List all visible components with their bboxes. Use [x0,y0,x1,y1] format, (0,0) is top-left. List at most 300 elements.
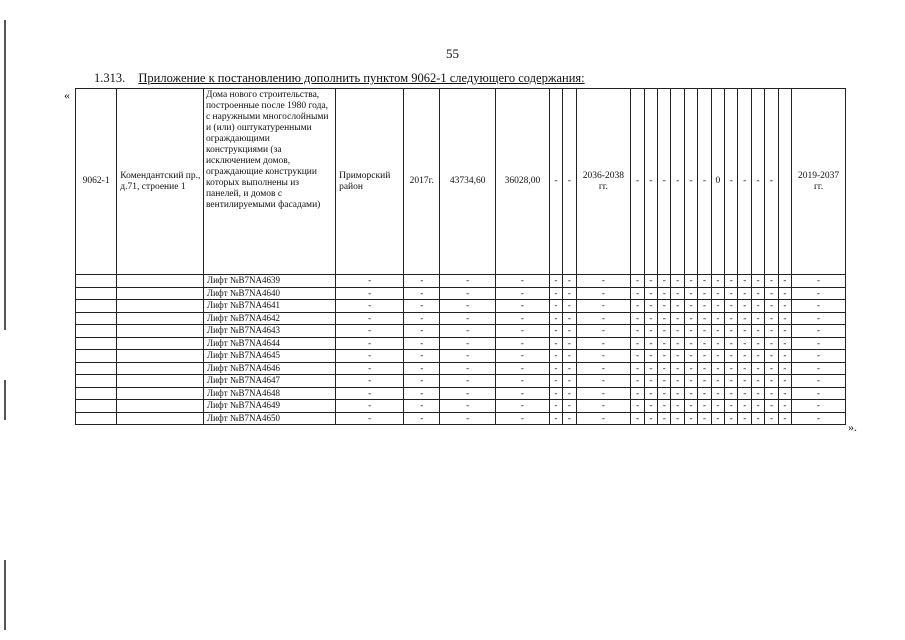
value-cell: - [671,325,684,338]
value-cell: - [549,312,562,325]
empty-cell [76,300,117,313]
empty-cell [117,337,204,350]
value-cell: - [751,400,764,413]
value-cell: - [576,400,631,413]
table-row [76,412,846,425]
value-cell: - [563,412,576,425]
value-cell: - [778,375,791,388]
value-cell: - [765,337,778,350]
value-cell: - [576,375,631,388]
lift-name-cell: Лифт №B7NA4646 [203,362,335,375]
value-cell: - [684,325,697,338]
empty-cell [117,375,204,388]
empty-cell [117,325,204,338]
value-cell: - [658,287,671,300]
value-cell: - [658,412,671,425]
empty-cell [117,312,204,325]
value-cell: - [404,375,440,388]
page-number: 55 [446,46,459,61]
scan-margin-line [4,380,6,420]
value-cell: - [684,337,697,350]
value-cell: - [496,287,550,300]
value-cell: - [765,412,778,425]
opening-quote: « [64,88,70,102]
value-cell: - [496,400,550,413]
value-cell: - [563,362,576,375]
value-cell: - [440,275,496,288]
district-cell: Приморский район [336,89,404,275]
value-cell: - [336,375,404,388]
value-cell: - [684,412,697,425]
empty-cell [76,362,117,375]
value-cell: - [725,287,738,300]
value-cell: - [778,287,791,300]
value-cell: - [738,362,751,375]
value-cell: - [725,362,738,375]
value-cell: - [711,350,724,363]
value-cell: - [671,337,684,350]
value-cell: - [792,400,846,413]
value-cell: - [496,350,550,363]
value-cell: - [671,412,684,425]
value-cell: - [751,312,764,325]
table-row [76,312,846,325]
value-cell: - [563,400,576,413]
value-cell: - [631,400,644,413]
area-total-cell: 43734,60 [440,89,496,275]
value-cell: - [671,350,684,363]
value-cell: - [549,412,562,425]
value-cell: - [644,300,657,313]
scan-margin-line [4,560,6,630]
empty-cell [76,412,117,425]
value-cell: - [778,362,791,375]
value-cell: - [751,89,764,275]
lift-name-cell: Лифт №B7NA4644 [203,337,335,350]
value-cell: - [738,387,751,400]
value-cell: - [765,362,778,375]
value-cell: - [725,412,738,425]
value-cell: - [738,325,751,338]
value-cell: - [404,387,440,400]
value-cell: - [336,275,404,288]
value-cell: - [765,325,778,338]
value-cell: - [711,300,724,313]
empty-cell [76,275,117,288]
value-cell: - [698,375,711,388]
value-cell: - [336,287,404,300]
value-cell: - [725,275,738,288]
value-cell: - [404,325,440,338]
value-cell: - [778,412,791,425]
value-cell: - [404,350,440,363]
value-cell: - [684,400,697,413]
value-cell: 0 [711,89,724,275]
value-cell: - [765,350,778,363]
value-cell: - [440,350,496,363]
value-cell: - [671,375,684,388]
value-cell: - [698,350,711,363]
value-cell: - [404,312,440,325]
value-cell: - [778,350,791,363]
value-cell: - [751,300,764,313]
area-living-cell: 36028,00 [496,89,550,275]
value-cell: - [711,325,724,338]
value-cell: - [698,337,711,350]
value-cell: - [725,375,738,388]
value-cell: - [711,412,724,425]
value-cell: - [711,275,724,288]
value-cell: - [792,362,846,375]
value-cell: - [711,387,724,400]
value-cell: - [725,337,738,350]
value-cell: - [684,89,697,275]
value-cell: - [644,89,657,275]
value-cell: - [440,287,496,300]
value-cell: - [658,387,671,400]
lift-name-cell: Лифт №B7NA4647 [203,375,335,388]
empty-cell [76,337,117,350]
empty-cell [117,287,204,300]
empty-cell [117,362,204,375]
value-cell: - [658,337,671,350]
value-cell: - [336,325,404,338]
value-cell: - [631,375,644,388]
value-cell: - [765,312,778,325]
value-cell: - [725,312,738,325]
value-cell: - [684,312,697,325]
value-cell: - [751,387,764,400]
value-cell: - [711,375,724,388]
value-cell: - [725,387,738,400]
value-cell: - [563,337,576,350]
section-heading [94,71,585,86]
value-cell: - [631,300,644,313]
empty-cell [76,387,117,400]
value-cell: - [336,400,404,413]
value-cell: - [778,387,791,400]
value-cell: - [496,375,550,388]
address-cell: Комендантский пр., д.71, строение 1 [117,89,204,275]
value-cell: - [792,337,846,350]
value-cell: - [631,362,644,375]
value-cell: - [336,387,404,400]
value-cell: - [336,412,404,425]
table-row [76,275,846,288]
value-cell: - [792,287,846,300]
period-cell: 2036-2038 гг. [576,89,631,275]
value-cell: - [792,350,846,363]
value-cell: - [658,362,671,375]
value-cell: - [751,375,764,388]
value-cell: - [576,350,631,363]
value-cell: - [684,362,697,375]
value-cell: - [738,400,751,413]
empty-cell [117,350,204,363]
scan-margin-line [4,20,6,330]
empty-cell [117,275,204,288]
value-cell: - [738,337,751,350]
register-table [75,88,846,425]
value-cell: - [576,300,631,313]
value-cell: - [751,275,764,288]
value-cell: - [792,275,846,288]
value-cell: - [644,275,657,288]
value-cell: - [496,312,550,325]
value-cell: - [644,362,657,375]
value-cell: - [792,312,846,325]
value-cell: - [404,362,440,375]
value-cell: - [563,350,576,363]
value-cell: - [658,89,671,275]
value-cell: - [563,287,576,300]
value-cell: - [644,312,657,325]
empty-cell [76,375,117,388]
value-cell: - [336,362,404,375]
value-cell: - [698,387,711,400]
value-cell: - [631,325,644,338]
value-cell: - [404,287,440,300]
value-cell: - [698,300,711,313]
value-cell: - [631,275,644,288]
value-cell: - [576,325,631,338]
value-cell: - [738,287,751,300]
value-cell: - [404,337,440,350]
value-cell: - [778,275,791,288]
value-cell: - [671,287,684,300]
value-cell: - [658,312,671,325]
value-cell: - [711,337,724,350]
table-row [76,325,846,338]
value-cell: - [658,325,671,338]
value-cell: - [751,337,764,350]
lift-name-cell: Лифт №B7NA4642 [203,312,335,325]
value-cell: - [549,375,562,388]
value-cell: - [658,350,671,363]
value-cell: - [738,350,751,363]
value-cell: - [549,337,562,350]
value-cell: - [698,412,711,425]
value-cell: - [563,89,576,275]
value-cell: - [549,387,562,400]
value-cell: - [563,275,576,288]
empty-cell [117,412,204,425]
value-cell: - [671,400,684,413]
value-cell: - [576,412,631,425]
value-cell: - [765,387,778,400]
table-row [76,300,846,313]
lift-name-cell: Лифт №B7NA4641 [203,300,335,313]
value-cell: - [631,89,644,275]
value-cell: - [563,375,576,388]
table-row [76,350,846,363]
value-cell: - [725,300,738,313]
value-cell: - [792,375,846,388]
value-cell: - [549,325,562,338]
value-cell: - [658,300,671,313]
value-cell: - [440,300,496,313]
value-cell: - [751,325,764,338]
lift-name-cell: Лифт №B7NA4648 [203,387,335,400]
value-cell: - [725,89,738,275]
value-cell: - [631,287,644,300]
value-cell: - [792,387,846,400]
empty-cell [76,350,117,363]
value-cell: - [738,375,751,388]
value-cell: - [792,412,846,425]
value-cell: - [440,387,496,400]
value-cell: - [440,412,496,425]
value-cell: - [765,300,778,313]
value-cell: - [778,312,791,325]
value-cell: - [549,362,562,375]
value-cell: - [698,325,711,338]
value-cell: - [698,362,711,375]
empty-cell [76,287,117,300]
value-cell: - [563,387,576,400]
value-cell: - [671,275,684,288]
value-cell: - [725,400,738,413]
table-row [76,375,846,388]
value-cell: - [549,300,562,313]
value-cell: - [765,275,778,288]
year-cell: 2017г. [404,89,440,275]
value-cell: - [778,400,791,413]
value-cell: - [496,275,550,288]
value-cell: - [440,400,496,413]
value-cell: - [440,325,496,338]
value-cell: - [658,400,671,413]
value-cell: - [684,375,697,388]
value-cell: - [711,312,724,325]
value-cell: - [751,287,764,300]
lift-name-cell: Лифт №B7NA4640 [203,287,335,300]
value-cell: - [631,350,644,363]
lift-name-cell: Лифт №B7NA4650 [203,412,335,425]
value-cell: - [644,325,657,338]
value-cell: - [549,89,562,275]
empty-cell [117,300,204,313]
value-cell: - [671,300,684,313]
value-cell: - [671,387,684,400]
value-cell: - [549,287,562,300]
value-cell: - [698,400,711,413]
empty-cell [76,325,117,338]
value-cell: - [751,362,764,375]
value-cell: - [404,400,440,413]
value-cell: - [644,337,657,350]
empty-cell [76,312,117,325]
value-cell: - [631,337,644,350]
value-cell: - [698,287,711,300]
value-cell: - [404,275,440,288]
value-cell: - [738,300,751,313]
lift-name-cell: Лифт №B7NA4639 [203,275,335,288]
value-cell: - [563,312,576,325]
value-cell: - [440,362,496,375]
value-cell: - [792,325,846,338]
value-cell: - [644,287,657,300]
value-cell: - [576,275,631,288]
value-cell: - [496,300,550,313]
value-cell: - [684,350,697,363]
value-cell: - [576,362,631,375]
value-cell: - [644,400,657,413]
value-cell: - [658,375,671,388]
value-cell: - [549,400,562,413]
value-cell: - [549,350,562,363]
value-cell: - [738,412,751,425]
value-cell: - [711,362,724,375]
value-cell: - [751,350,764,363]
lift-name-cell: Лифт №B7NA4649 [203,400,335,413]
value-cell: - [698,275,711,288]
value-cell: - [496,412,550,425]
value-cell: - [404,300,440,313]
value-cell: - [684,287,697,300]
value-cell: - [684,300,697,313]
period-cell: 2019-2037 гг. [792,89,846,275]
lift-name-cell: Лифт №B7NA4643 [203,325,335,338]
value-cell: - [698,89,711,275]
value-cell: - [563,325,576,338]
value-cell: - [404,412,440,425]
table-row [76,387,846,400]
value-cell: - [738,89,751,275]
value-cell: - [496,337,550,350]
value-cell: - [549,275,562,288]
value-cell: - [725,325,738,338]
value-cell: - [658,275,671,288]
value-cell: - [440,375,496,388]
value-cell: - [751,412,764,425]
lift-name-cell: Лифт №B7NA4645 [203,350,335,363]
value-cell: - [725,350,738,363]
value-cell: - [336,300,404,313]
value-cell: - [792,300,846,313]
value-cell: - [496,362,550,375]
value-cell: - [738,275,751,288]
value-cell: - [684,387,697,400]
empty-cell [76,400,117,413]
value-cell: - [336,337,404,350]
value-cell: - [440,337,496,350]
value-cell: - [765,400,778,413]
value-cell: - [711,287,724,300]
value-cell: - [711,400,724,413]
value-cell: - [336,312,404,325]
value-cell: - [644,375,657,388]
value-cell: - [684,275,697,288]
empty-cell [117,400,204,413]
lift-rows [76,275,846,425]
value-cell: - [576,337,631,350]
value-cell: - [496,325,550,338]
table-row [76,362,846,375]
value-cell: - [738,312,751,325]
value-cell: - [671,362,684,375]
value-cell: - [778,337,791,350]
value-cell: - [778,300,791,313]
value-cell: - [440,312,496,325]
closing-quote: ». [848,420,857,434]
value-cell: - [671,89,684,275]
value-cell: - [576,287,631,300]
value-cell [778,89,791,275]
value-cell: - [778,325,791,338]
value-cell: - [496,387,550,400]
value-cell: - [765,375,778,388]
